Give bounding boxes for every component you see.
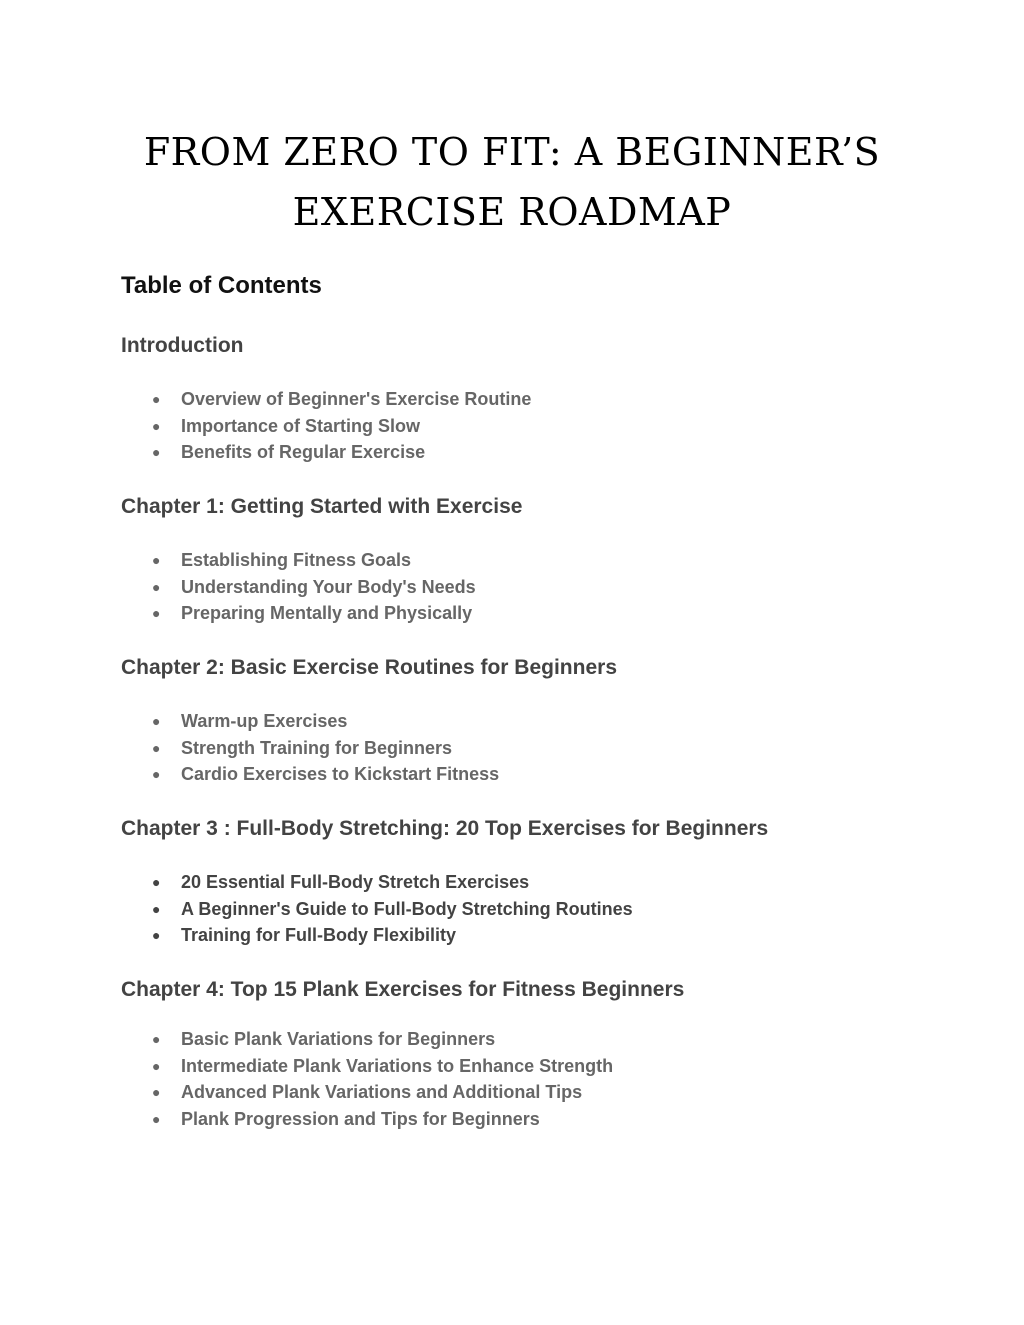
list-item <box>121 1026 981 1053</box>
list-item-text: Establishing Fitness Goals <box>181 550 412 570</box>
list-item <box>121 761 981 788</box>
list-item <box>121 574 981 601</box>
section-title: Chapter 4: Top 15 Plank Exercises for Fitness Beginners <box>121 978 685 1001</box>
bullet-icon: ● <box>152 900 161 917</box>
list-item <box>121 1079 981 1106</box>
list-item <box>121 1106 981 1133</box>
bullet-icon: ● <box>152 552 161 568</box>
list-item-text: Intermediate Plank Variations to Enhance Strength <box>181 1055 614 1076</box>
section-item-list <box>121 708 981 788</box>
bullet-icon: ● <box>152 1110 161 1127</box>
section-chapter-3 <box>121 815 981 949</box>
section-title: Introduction <box>121 334 244 357</box>
section-item-list <box>121 1026 981 1132</box>
list-item-text: Basic Plank Variations for Beginners <box>181 1029 496 1049</box>
bullet-icon: ● <box>152 739 161 756</box>
list-item-text: Benefits of Regular Exercise <box>181 442 426 462</box>
section-item-list <box>121 547 981 627</box>
list-item <box>121 922 981 949</box>
bullet-icon: ● <box>152 766 161 782</box>
section-title: Chapter 3 : Full-Body Stretching: 20 Top Exercises for Beginners <box>121 817 769 840</box>
list-item <box>121 869 981 896</box>
list-item-text: Cardio Exercises to Kickstart Fitness <box>181 764 500 784</box>
document-title-line-2: EXERCISE ROADMAP <box>292 190 732 234</box>
list-item-text: Advanced Plank Variations and Additional Tips <box>181 1082 583 1102</box>
bullet-icon: ● <box>152 444 161 460</box>
bullet-icon: ● <box>152 578 161 595</box>
section-chapter-4 <box>121 976 981 1132</box>
list-item <box>121 896 981 923</box>
list-item <box>121 600 981 627</box>
list-item-text: Importance of Starting Slow <box>181 415 421 436</box>
list-item-text: Overview of Beginner's Exercise Routine <box>181 389 532 409</box>
bullet-icon: ● <box>152 927 161 943</box>
list-item <box>121 735 981 762</box>
list-item-text: 20 Essential Full-Body Stretch Exercises <box>181 872 530 892</box>
bullet-icon: ● <box>152 1057 161 1074</box>
bullet-icon: ● <box>152 1084 161 1100</box>
bullet-icon: ● <box>152 391 161 407</box>
document-title-line-1: FROM ZERO TO FIT: A BEGINNER’S <box>143 130 881 174</box>
section-chapter-2 <box>121 654 981 788</box>
bullet-icon: ● <box>152 1031 161 1047</box>
section-item-list <box>121 386 981 466</box>
list-item <box>121 708 981 735</box>
list-item <box>121 413 981 440</box>
list-item <box>121 1053 981 1080</box>
list-item-text: Strength Training for Beginners <box>181 737 453 758</box>
document-title <box>60 122 964 242</box>
section-title: Chapter 2: Basic Exercise Routines for Beginners <box>121 656 617 679</box>
section-title: Chapter 1: Getting Started with Exercise <box>121 495 523 518</box>
list-item <box>121 439 981 466</box>
list-item <box>121 386 981 413</box>
bullet-icon: ● <box>152 417 161 434</box>
section-chapter-1 <box>121 493 981 627</box>
toc-heading: Table of Contents <box>121 272 322 299</box>
list-item-text: Preparing Mentally and Physically <box>181 603 473 623</box>
list-item-text: Training for Full-Body Flexibility <box>181 925 457 945</box>
list-item-text: Understanding Your Body's Needs <box>181 576 476 597</box>
bullet-icon: ● <box>152 874 161 890</box>
list-item-text: A Beginner's Guide to Full-Body Stretching Routines <box>181 898 633 919</box>
list-item <box>121 547 981 574</box>
list-item-text: Warm-up Exercises <box>181 711 348 731</box>
bullet-icon: ● <box>152 605 161 621</box>
section-introduction <box>121 332 981 466</box>
list-item-text: Plank Progression and Tips for Beginners <box>181 1108 540 1129</box>
section-item-list <box>121 869 981 949</box>
bullet-icon: ● <box>152 713 161 729</box>
